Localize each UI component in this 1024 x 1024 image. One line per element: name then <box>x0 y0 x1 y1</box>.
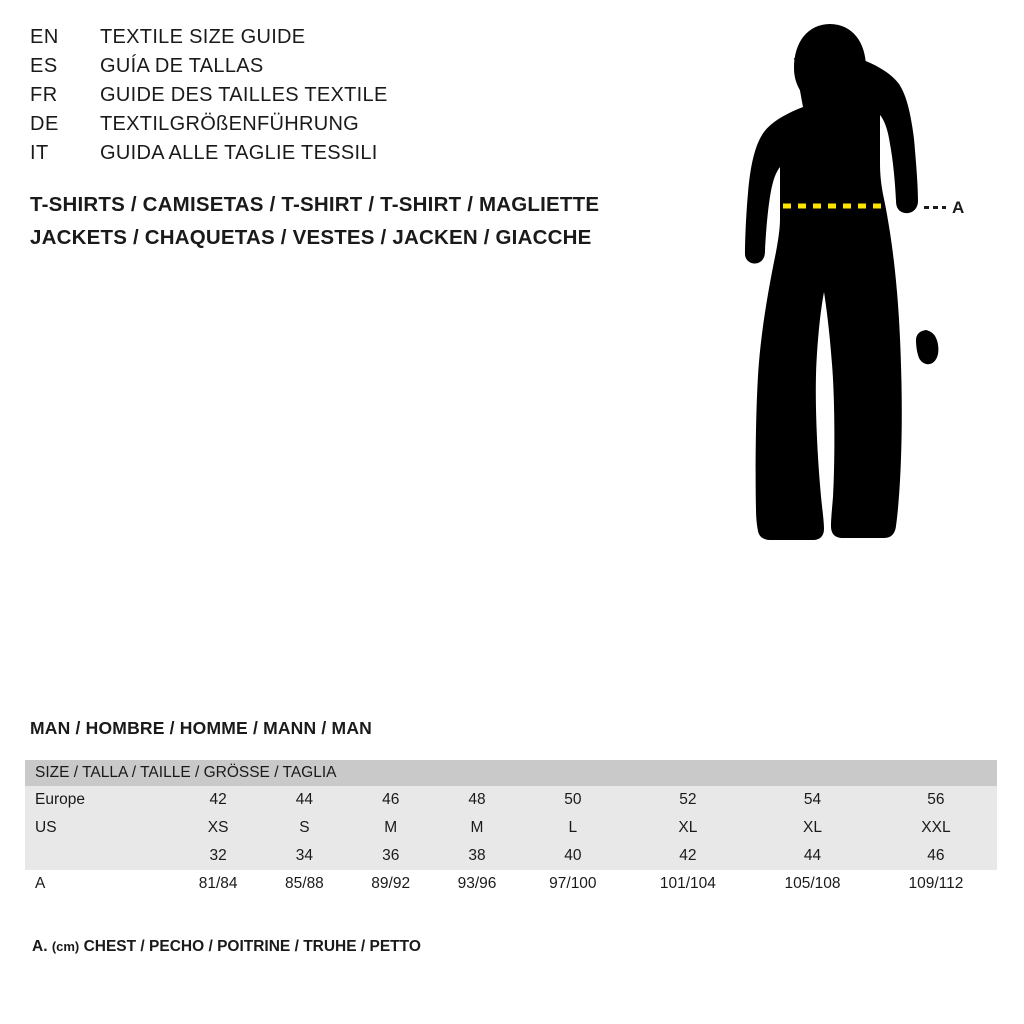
cell: 105/108 <box>784 875 841 892</box>
table-header-row <box>25 760 997 786</box>
row-label <box>25 842 175 870</box>
row-label: US <box>25 814 175 842</box>
language-title: GUIDE DES TAILLES TEXTILE <box>100 84 388 106</box>
cell: 42 <box>175 786 261 814</box>
cell: 101/104 <box>659 875 716 892</box>
table-section-title: MAN / HOMBRE / HOMME / MANN / MAN <box>30 718 372 738</box>
cell: 32 <box>175 842 261 870</box>
footnote-prefix: A. <box>32 938 48 955</box>
cell: L <box>520 814 625 842</box>
category-list <box>30 188 670 254</box>
cell: 42 <box>626 842 751 870</box>
cell: 50 <box>520 786 625 814</box>
cell: 48 <box>434 786 520 814</box>
language-title: GUIDA ALLE TAGLIE TESSILI <box>100 142 378 164</box>
language-row <box>30 55 650 84</box>
language-code: DE <box>30 113 59 135</box>
language-code: ES <box>30 55 58 77</box>
row-label: Europe <box>25 786 175 814</box>
cell: 97/100 <box>549 875 597 892</box>
cell: XL <box>626 814 751 842</box>
cell: S <box>261 814 347 842</box>
category-jackets: JACKETS / CHAQUETAS / VESTES / JACKEN / GIACCHE <box>30 226 592 249</box>
measure-label-a: A <box>952 198 965 217</box>
cell: 52 <box>626 786 751 814</box>
silhouette-icon <box>690 10 1000 680</box>
cell: 38 <box>434 842 520 870</box>
language-row <box>30 26 650 55</box>
cell: XS <box>175 814 261 842</box>
cell: M <box>348 814 434 842</box>
language-row <box>30 84 650 113</box>
language-list <box>30 26 650 171</box>
cell: XL <box>750 814 875 842</box>
table-header-label: SIZE / TALLA / TAILLE / GRÖSSE / TAGLIA <box>25 760 997 786</box>
cell: 54 <box>750 786 875 814</box>
language-code: FR <box>30 84 58 106</box>
table-row <box>25 786 997 814</box>
cell: 34 <box>261 842 347 870</box>
language-title: GUÍA DE TALLAS <box>100 55 264 77</box>
row-label: A <box>35 875 46 892</box>
cell: 85/88 <box>285 875 324 892</box>
cell: 46 <box>348 786 434 814</box>
language-row <box>30 142 650 171</box>
footnote-text: CHEST / PECHO / POITRINE / TRUHE / PETTO <box>83 938 421 955</box>
language-code: IT <box>30 142 49 164</box>
cell: 56 <box>875 786 997 814</box>
measure-leader-line <box>924 206 946 209</box>
cell: 46 <box>875 842 997 870</box>
language-code: EN <box>30 26 59 48</box>
footnote <box>32 938 421 956</box>
male-silhouette-figure <box>690 10 1000 680</box>
cell: 93/96 <box>457 875 497 892</box>
cell: 44 <box>261 786 347 814</box>
cell: 44 <box>750 842 875 870</box>
cell: 36 <box>348 842 434 870</box>
cell: M <box>434 814 520 842</box>
cell: 109/112 <box>908 875 964 892</box>
table-row <box>25 870 997 898</box>
table-row <box>25 814 997 842</box>
size-table <box>25 760 997 898</box>
cell: 81/84 <box>198 875 238 892</box>
language-row <box>30 113 650 142</box>
cell: XXL <box>875 814 997 842</box>
footnote-unit: (cm) <box>51 939 80 954</box>
language-title: TEXTILE SIZE GUIDE <box>100 26 306 48</box>
cell: 40 <box>520 842 625 870</box>
cell: 89/92 <box>371 875 411 892</box>
category-tshirts: T-SHIRTS / CAMISETAS / T-SHIRT / T-SHIRT / MAGLIETTE <box>30 193 600 216</box>
table-row <box>25 842 997 870</box>
language-title: TEXTILGRÖßENFÜHRUNG <box>100 113 360 135</box>
